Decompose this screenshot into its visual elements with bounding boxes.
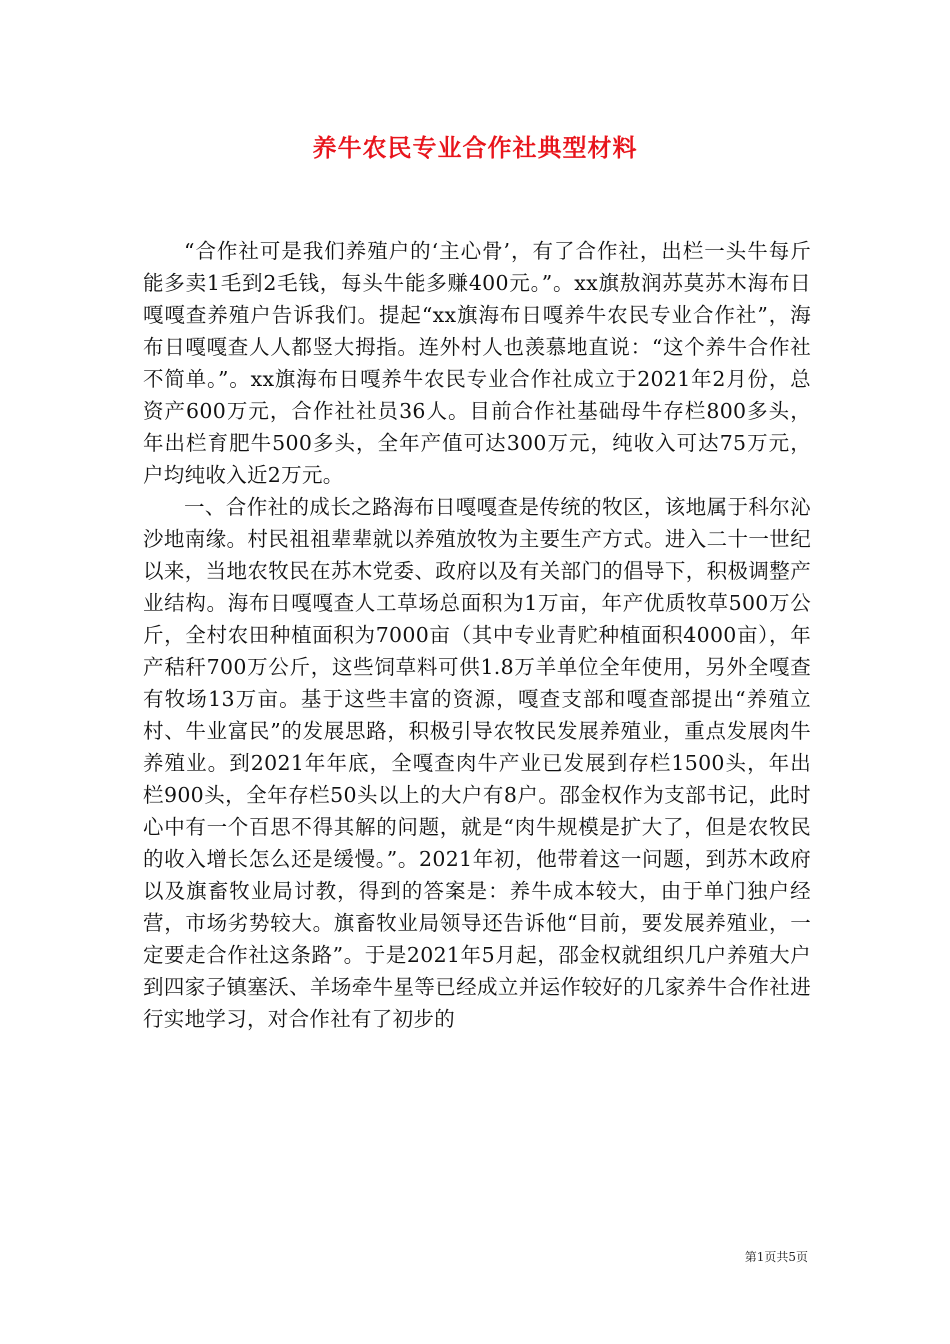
paragraph-intro: “合作社可是我们养殖户的‘主心骨’，有了合作社，出栏一头牛每斤能多卖1毛到2毛钱，每头牛能多赚400元。”。xx旗敖润苏莫苏木海布日嘎嘎查养殖户告诉我们。提起“xx旗海布日嘎养牛农民专业合作社”，海布日嘎嘎查人人都竖大拇指。连外村人也羡慕地直说：“这个养牛合作社不简单。”。xx旗海布日嘎养牛农民专业合作社成立于2021年2月份，总资产600万元，合作社社员36人。目前合作社基础母牛存栏800多头，年出栏育肥牛500多头，全年产值可达300万元，纯收入可达75万元，户均纯收入近2万元。 bbox=[143, 239, 811, 487]
paragraph-section-one: 一、合作社的成长之路海布日嘎嘎查是传统的牧区，该地属于科尔沁沙地南缘。村民祖祖辈辈就以养殖放牧为主要生产方式。进入二十一世纪以来，当地农牧民在苏木党委、政府以及有关部门的倡导下，积极调整产业结构。海布日嘎嘎查人工草场总面积为1万亩，年产优质牧草500万公斤，全村农田种植面积为7000亩（其中专业青贮种植面积4000亩），年产秸秆700万公斤，这些饲草料可供1.8万羊单位全年使用，另外全嘎查有牧场13万亩。基于这些丰富的资源，嘎查支部和嘎查部提出“养殖立村、牛业富民”的发展思路，积极引导农牧民发展养殖业，重点发展肉牛养殖业。到2021年年底，全嘎查肉牛产业已发展到存栏1500头，年出栏900头，全年存栏50头以上的大户有8户。邵金权作为支部书记，此时心中有一个百思不得其解的问题，就是“肉牛规模是扩大了，但是农牧民的收入增长怎么还是缓慢。”。2021年初，他带着这一问题，到苏木政府以及旗畜牧业局讨教，得到的答案是：养牛成本较大，由于单门独户经营，市场劣势较大。旗畜牧业局领导还告诉他“目前，要发展养殖业，一定要走合作社这条路”。于是2021年5月起，邵金权就组织几户养殖大户到四家子镇塞沃、羊场牵牛星等已经成立并运作较好的几家养牛合作社进行实地学习，对合作社有了初步的 bbox=[143, 495, 811, 1031]
document-title: 养牛农民专业合作社典型材料 bbox=[312, 133, 638, 162]
document-body bbox=[143, 235, 811, 1035]
page-number: 第1页共5页 bbox=[744, 1250, 808, 1264]
